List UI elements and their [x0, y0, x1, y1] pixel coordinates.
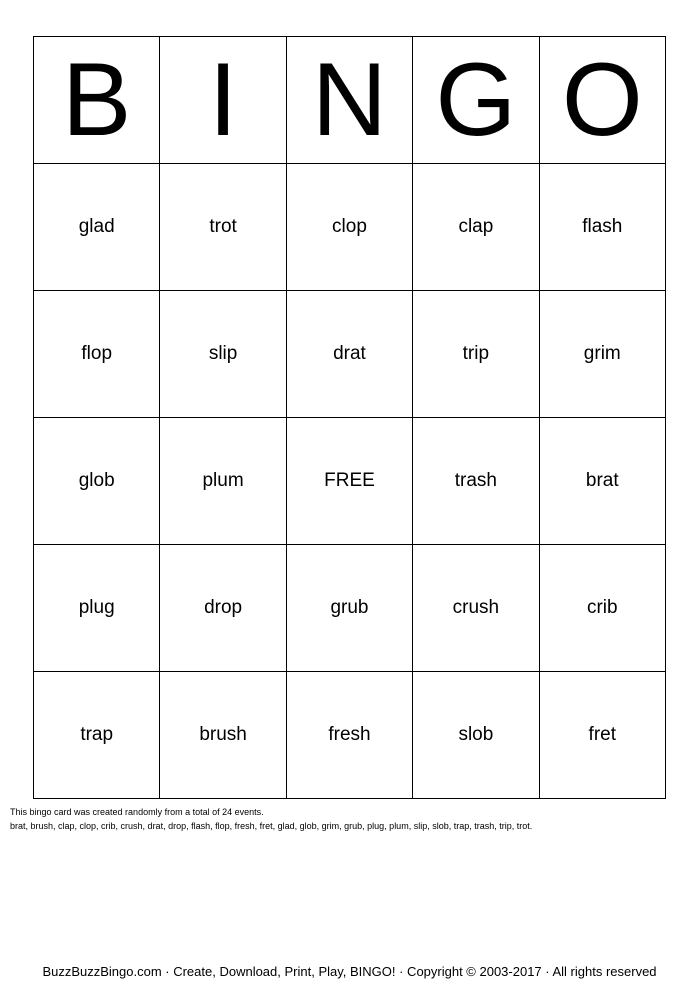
bingo-row-3	[34, 418, 666, 545]
bingo-cell: clop	[286, 164, 412, 291]
bingo-cell: fret	[539, 672, 665, 799]
bingo-cell: brat	[539, 418, 665, 545]
bingo-cell: trash	[413, 418, 539, 545]
bingo-cell: grim	[539, 291, 665, 418]
bingo-cell: slip	[160, 291, 286, 418]
bingo-cell: fresh	[286, 672, 412, 799]
bingo-cell: grub	[286, 545, 412, 672]
bingo-cell: crib	[539, 545, 665, 672]
header-letter-g: G	[413, 37, 539, 164]
header-letter-b: B	[34, 37, 160, 164]
bingo-cell: glob	[34, 418, 160, 545]
header-letter-o: O	[539, 37, 665, 164]
bingo-cell: crush	[413, 545, 539, 672]
bingo-cell: glad	[34, 164, 160, 291]
bingo-cell: flop	[34, 291, 160, 418]
bingo-card	[33, 36, 666, 799]
header-letter-n: N	[286, 37, 412, 164]
bingo-cell: plum	[160, 418, 286, 545]
event-list-text: brat, brush, clap, clop, crib, crush, drat, drop, flash, flop, fresh, fret, glad, glob, grim, grub, plug, plum, slip, slob, trap, trash, trip, trot.	[10, 821, 533, 831]
header-letter-i: I	[160, 37, 286, 164]
bingo-cell: slob	[413, 672, 539, 799]
bingo-header-row	[34, 37, 666, 164]
bingo-row-1	[34, 164, 666, 291]
bingo-cell: drop	[160, 545, 286, 672]
free-space-cell: FREE	[286, 418, 412, 545]
bingo-cell: brush	[160, 672, 286, 799]
bingo-cell: trot	[160, 164, 286, 291]
bingo-row-4	[34, 545, 666, 672]
footer-copyright: BuzzBuzzBingo.com · Create, Download, Print, Play, BINGO! · Copyright © 2003-2017 · All rights reserved	[42, 964, 657, 979]
bingo-cell: drat	[286, 291, 412, 418]
card-info-text: This bingo card was created randomly from a total of 24 events.	[10, 807, 264, 817]
bingo-row-5	[34, 672, 666, 799]
bingo-cell: plug	[34, 545, 160, 672]
bingo-cell: trap	[34, 672, 160, 799]
bingo-row-2	[34, 291, 666, 418]
bingo-cell: trip	[413, 291, 539, 418]
bingo-cell: clap	[413, 164, 539, 291]
bingo-cell: flash	[539, 164, 665, 291]
